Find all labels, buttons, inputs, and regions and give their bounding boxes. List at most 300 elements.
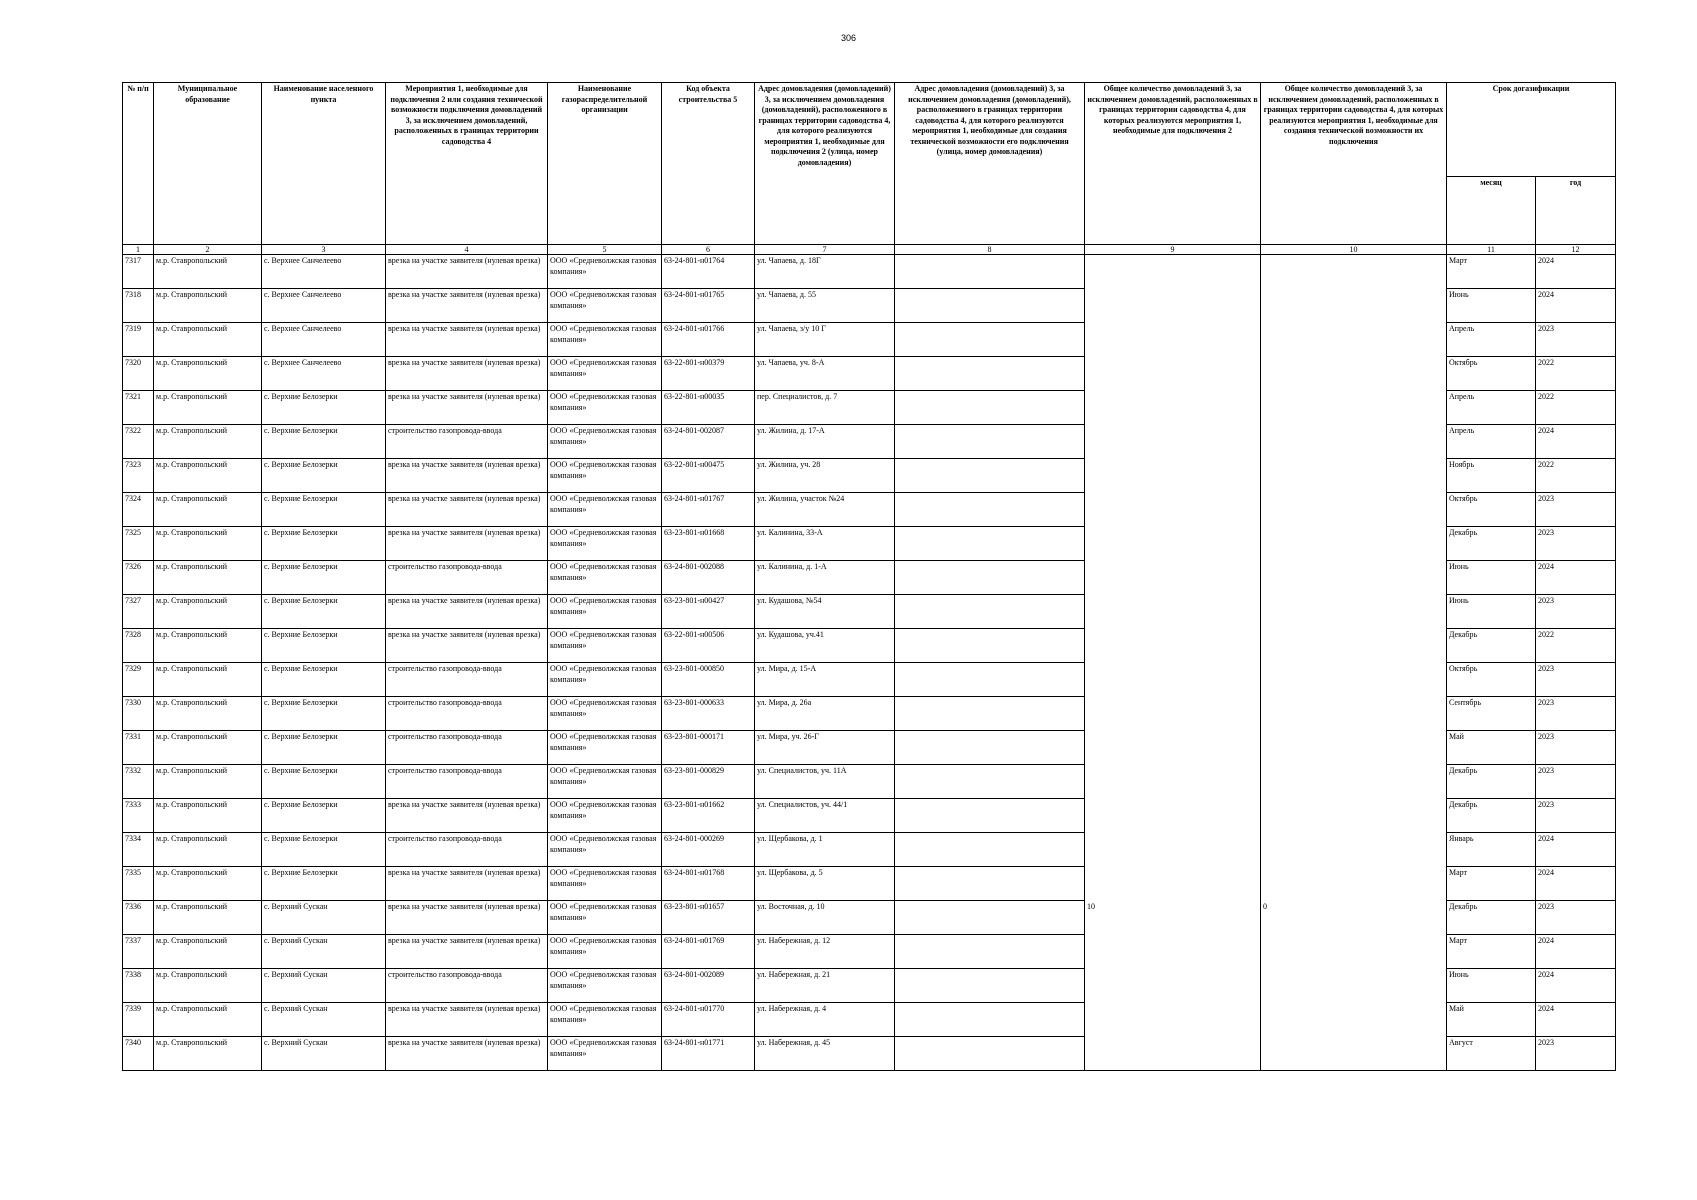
cell-organization: ООО «Средневолжская газовая компания» bbox=[548, 357, 662, 391]
table-row bbox=[123, 1037, 1616, 1071]
cell-event: строительство газопровода-ввода bbox=[386, 765, 548, 799]
cell-address: ул. Кудашова, уч.41 bbox=[755, 629, 895, 663]
cell-settlement: с. Верхние Белозерки bbox=[262, 765, 386, 799]
cell-number: 7318 bbox=[123, 289, 154, 323]
cell-count-technical bbox=[1261, 255, 1447, 289]
table-row bbox=[123, 629, 1616, 663]
cell-settlement: с. Верхние Белозерки bbox=[262, 391, 386, 425]
cell-organization: ООО «Средневолжская газовая компания» bbox=[548, 425, 662, 459]
cell-address-technical bbox=[895, 663, 1085, 697]
cell-event: строительство газопровода-ввода bbox=[386, 697, 548, 731]
cell-address: ул. Щербакова, д. 5 bbox=[755, 867, 895, 901]
cell-municipality: м.р. Ставропольский bbox=[154, 731, 262, 765]
cell-count-technical bbox=[1261, 663, 1447, 697]
cell-municipality: м.р. Ставропольский bbox=[154, 697, 262, 731]
cell-municipality: м.р. Ставропольский bbox=[154, 935, 262, 969]
cell-object-code: 63-24-801-н01770 bbox=[662, 1003, 755, 1037]
cell-month: Декабрь bbox=[1447, 799, 1536, 833]
cell-settlement: с. Верхние Белозерки bbox=[262, 867, 386, 901]
cell-address: ул. Набережная, д. 45 bbox=[755, 1037, 895, 1071]
cell-number: 7337 bbox=[123, 935, 154, 969]
cell-object-code: 63-23-801-000829 bbox=[662, 765, 755, 799]
column-number: 3 bbox=[262, 245, 386, 255]
cell-organization: ООО «Средневолжская газовая компания» bbox=[548, 799, 662, 833]
cell-organization: ООО «Средневолжская газовая компания» bbox=[548, 629, 662, 663]
cell-month: Июнь bbox=[1447, 289, 1536, 323]
cell-address: ул. Специалистов, уч. 11А bbox=[755, 765, 895, 799]
cell-number: 7335 bbox=[123, 867, 154, 901]
cell-municipality: м.р. Ставропольский bbox=[154, 323, 262, 357]
cell-event: строительство газопровода-ввода bbox=[386, 969, 548, 1003]
cell-count-connection bbox=[1085, 799, 1261, 833]
cell-organization: ООО «Средневолжская газовая компания» bbox=[548, 323, 662, 357]
cell-year: 2024 bbox=[1536, 969, 1616, 1003]
table-row bbox=[123, 289, 1616, 323]
cell-municipality: м.р. Ставропольский bbox=[154, 289, 262, 323]
cell-count-technical bbox=[1261, 323, 1447, 357]
header-number: № п/п bbox=[123, 83, 154, 245]
cell-month: Январь bbox=[1447, 833, 1536, 867]
cell-month: Декабрь bbox=[1447, 629, 1536, 663]
cell-month: Апрель bbox=[1447, 323, 1536, 357]
cell-count-technical bbox=[1261, 697, 1447, 731]
cell-count-connection bbox=[1085, 1037, 1261, 1071]
cell-object-code: 63-22-801-н00035 bbox=[662, 391, 755, 425]
cell-object-code: 63-22-801-н00475 bbox=[662, 459, 755, 493]
cell-event: врезка на участке заявителя (нулевая врезка) bbox=[386, 867, 548, 901]
cell-settlement: с. Верхние Белозерки bbox=[262, 663, 386, 697]
cell-count-technical bbox=[1261, 425, 1447, 459]
table-row bbox=[123, 833, 1616, 867]
table-row bbox=[123, 799, 1616, 833]
cell-object-code: 63-24-801-000269 bbox=[662, 833, 755, 867]
cell-number: 7334 bbox=[123, 833, 154, 867]
cell-event: строительство газопровода-ввода bbox=[386, 561, 548, 595]
cell-month: Июнь bbox=[1447, 595, 1536, 629]
table-row bbox=[123, 391, 1616, 425]
cell-month: Октябрь bbox=[1447, 357, 1536, 391]
cell-year: 2024 bbox=[1536, 561, 1616, 595]
cell-month: Декабрь bbox=[1447, 527, 1536, 561]
cell-organization: ООО «Средневолжская газовая компания» bbox=[548, 493, 662, 527]
table-row bbox=[123, 1003, 1616, 1037]
cell-month: Апрель bbox=[1447, 425, 1536, 459]
cell-year: 2023 bbox=[1536, 697, 1616, 731]
cell-municipality: м.р. Ставропольский bbox=[154, 663, 262, 697]
header-year: год bbox=[1536, 177, 1616, 245]
cell-count-connection bbox=[1085, 697, 1261, 731]
header-count-connection: Общее количество домовладений 3, за исключением домовладений, расположенных в границах территории садоводства 4, для которых реализуются мероприятия 1, необходимые для подключения 2 bbox=[1085, 83, 1261, 245]
cell-number: 7326 bbox=[123, 561, 154, 595]
cell-count-technical: 0 bbox=[1261, 901, 1447, 935]
cell-address-technical bbox=[895, 1003, 1085, 1037]
cell-address: ул. Мира, уч. 26-Г bbox=[755, 731, 895, 765]
cell-number: 7336 bbox=[123, 901, 154, 935]
cell-event: врезка на участке заявителя (нулевая врезка) bbox=[386, 323, 548, 357]
table-row bbox=[123, 527, 1616, 561]
cell-address: ул. Чапаева, з/у 10 Г bbox=[755, 323, 895, 357]
cell-object-code: 63-24-801-н01769 bbox=[662, 935, 755, 969]
cell-month: Декабрь bbox=[1447, 765, 1536, 799]
header-settlement: Наименование населенного пункта bbox=[262, 83, 386, 245]
cell-count-technical bbox=[1261, 935, 1447, 969]
cell-object-code: 63-22-801-н00506 bbox=[662, 629, 755, 663]
cell-number: 7327 bbox=[123, 595, 154, 629]
cell-count-technical bbox=[1261, 1003, 1447, 1037]
cell-organization: ООО «Средневолжская газовая компания» bbox=[548, 867, 662, 901]
cell-count-technical bbox=[1261, 969, 1447, 1003]
cell-event: врезка на участке заявителя (нулевая врезка) bbox=[386, 527, 548, 561]
cell-address: ул. Чапаева, д. 55 bbox=[755, 289, 895, 323]
cell-year: 2023 bbox=[1536, 731, 1616, 765]
cell-count-connection bbox=[1085, 561, 1261, 595]
cell-municipality: м.р. Ставропольский bbox=[154, 867, 262, 901]
cell-year: 2022 bbox=[1536, 629, 1616, 663]
cell-settlement: с. Верхний Сускан bbox=[262, 969, 386, 1003]
cell-address-technical bbox=[895, 289, 1085, 323]
cell-address: ул. Мира, д. 15-А bbox=[755, 663, 895, 697]
cell-address-technical bbox=[895, 527, 1085, 561]
cell-settlement: с. Верхние Белозерки bbox=[262, 425, 386, 459]
table-body bbox=[123, 255, 1616, 1071]
cell-count-technical bbox=[1261, 867, 1447, 901]
cell-year: 2024 bbox=[1536, 935, 1616, 969]
cell-object-code: 63-24-801-н01767 bbox=[662, 493, 755, 527]
cell-municipality: м.р. Ставропольский bbox=[154, 765, 262, 799]
cell-event: строительство газопровода-ввода bbox=[386, 731, 548, 765]
column-number: 7 bbox=[755, 245, 895, 255]
cell-organization: ООО «Средневолжская газовая компания» bbox=[548, 255, 662, 289]
column-number: 4 bbox=[386, 245, 548, 255]
cell-settlement: с. Верхнее Санчелеево bbox=[262, 255, 386, 289]
header-organization: Наименование газораспределительной организации bbox=[548, 83, 662, 245]
cell-number: 7324 bbox=[123, 493, 154, 527]
cell-count-technical bbox=[1261, 391, 1447, 425]
cell-address: ул. Восточная, д. 10 bbox=[755, 901, 895, 935]
cell-count-connection bbox=[1085, 289, 1261, 323]
cell-address: ул. Мира, д. 26а bbox=[755, 697, 895, 731]
cell-year: 2023 bbox=[1536, 901, 1616, 935]
table-row bbox=[123, 935, 1616, 969]
cell-organization: ООО «Средневолжская газовая компания» bbox=[548, 765, 662, 799]
column-number-row bbox=[123, 245, 1616, 255]
cell-number: 7329 bbox=[123, 663, 154, 697]
column-number: 2 bbox=[154, 245, 262, 255]
cell-month: Ноябрь bbox=[1447, 459, 1536, 493]
cell-count-technical bbox=[1261, 833, 1447, 867]
cell-address-technical bbox=[895, 595, 1085, 629]
cell-year: 2023 bbox=[1536, 765, 1616, 799]
cell-count-connection bbox=[1085, 357, 1261, 391]
cell-address-technical bbox=[895, 799, 1085, 833]
cell-municipality: м.р. Ставропольский bbox=[154, 799, 262, 833]
cell-municipality: м.р. Ставропольский bbox=[154, 527, 262, 561]
header-events: Мероприятия 1, необходимые для подключения 2 или создания технической возможности подключения домовладений 3, за исключением домовладений, расположенных в границах территории садоводства 4 bbox=[386, 83, 548, 245]
cell-organization: ООО «Средневолжская газовая компания» bbox=[548, 527, 662, 561]
cell-count-technical bbox=[1261, 493, 1447, 527]
cell-organization: ООО «Средневолжская газовая компания» bbox=[548, 935, 662, 969]
cell-object-code: 63-23-801-000633 bbox=[662, 697, 755, 731]
cell-event: врезка на участке заявителя (нулевая врезка) bbox=[386, 1003, 548, 1037]
cell-settlement: с. Верхние Белозерки bbox=[262, 697, 386, 731]
cell-year: 2022 bbox=[1536, 459, 1616, 493]
header-municipality: Муниципальное образование bbox=[154, 83, 262, 245]
cell-count-technical bbox=[1261, 765, 1447, 799]
cell-month: Март bbox=[1447, 867, 1536, 901]
cell-year: 2024 bbox=[1536, 289, 1616, 323]
cell-organization: ООО «Средневолжская газовая компания» bbox=[548, 697, 662, 731]
cell-year: 2024 bbox=[1536, 867, 1616, 901]
cell-object-code: 63-24-801-н01771 bbox=[662, 1037, 755, 1071]
cell-address-technical bbox=[895, 425, 1085, 459]
cell-month: Октябрь bbox=[1447, 493, 1536, 527]
cell-settlement: с. Верхние Белозерки bbox=[262, 799, 386, 833]
cell-address: пер. Специалистов, д. 7 bbox=[755, 391, 895, 425]
cell-address-technical bbox=[895, 391, 1085, 425]
cell-count-technical bbox=[1261, 1037, 1447, 1071]
cell-count-connection bbox=[1085, 663, 1261, 697]
cell-object-code: 63-23-801-н01668 bbox=[662, 527, 755, 561]
cell-municipality: м.р. Ставропольский bbox=[154, 1037, 262, 1071]
cell-address: ул. Чапаева, уч. 8-А bbox=[755, 357, 895, 391]
cell-number: 7319 bbox=[123, 323, 154, 357]
cell-event: врезка на участке заявителя (нулевая врезка) bbox=[386, 935, 548, 969]
header-address-technical: Адрес домовладения (домовладений) 3, за исключением домовладения (домовладений), расположенного в границах территории садоводства 4, для которого реализуются мероприятия 1, необходимые для создания технической возможности его подключения (улица, номер домовладения) bbox=[895, 83, 1085, 245]
cell-number: 7331 bbox=[123, 731, 154, 765]
cell-settlement: с. Верхнее Санчелеево bbox=[262, 357, 386, 391]
cell-address-technical bbox=[895, 867, 1085, 901]
cell-count-connection: 10 bbox=[1085, 901, 1261, 935]
cell-address: ул. Калинина, д. 1-А bbox=[755, 561, 895, 595]
cell-month: Июнь bbox=[1447, 969, 1536, 1003]
cell-number: 7321 bbox=[123, 391, 154, 425]
cell-address-technical bbox=[895, 459, 1085, 493]
header-count-technical: Общее количество домовладений 3, за исключением домовладений, расположенных в границах территории садоводства 4, для которых реализуются мероприятия 1, необходимые для создания технической возможности их подключения bbox=[1261, 83, 1447, 245]
cell-address: ул. Набережная, д. 21 bbox=[755, 969, 895, 1003]
cell-municipality: м.р. Ставропольский bbox=[154, 391, 262, 425]
cell-number: 7328 bbox=[123, 629, 154, 663]
cell-year: 2024 bbox=[1536, 255, 1616, 289]
column-number: 12 bbox=[1536, 245, 1616, 255]
cell-count-technical bbox=[1261, 357, 1447, 391]
cell-address-technical bbox=[895, 969, 1085, 1003]
cell-municipality: м.р. Ставропольский bbox=[154, 1003, 262, 1037]
cell-municipality: м.р. Ставропольский bbox=[154, 357, 262, 391]
cell-address: ул. Специалистов, уч. 44/1 bbox=[755, 799, 895, 833]
column-number: 9 bbox=[1085, 245, 1261, 255]
cell-count-connection bbox=[1085, 1003, 1261, 1037]
cell-number: 7320 bbox=[123, 357, 154, 391]
cell-count-technical bbox=[1261, 629, 1447, 663]
cell-object-code: 63-24-801-н01768 bbox=[662, 867, 755, 901]
gasification-table bbox=[122, 82, 1616, 1071]
cell-count-connection bbox=[1085, 323, 1261, 357]
cell-municipality: м.р. Ставропольский bbox=[154, 459, 262, 493]
cell-number: 7339 bbox=[123, 1003, 154, 1037]
cell-year: 2023 bbox=[1536, 1037, 1616, 1071]
cell-year: 2023 bbox=[1536, 799, 1616, 833]
cell-organization: ООО «Средневолжская газовая компания» bbox=[548, 1037, 662, 1071]
cell-organization: ООО «Средневолжская газовая компания» bbox=[548, 595, 662, 629]
cell-address: ул. Набережная, д. 12 bbox=[755, 935, 895, 969]
cell-settlement: с. Верхние Белозерки bbox=[262, 731, 386, 765]
cell-year: 2023 bbox=[1536, 663, 1616, 697]
table-row bbox=[123, 663, 1616, 697]
cell-number: 7338 bbox=[123, 969, 154, 1003]
cell-year: 2022 bbox=[1536, 357, 1616, 391]
cell-address: ул. Жилина, участок №24 bbox=[755, 493, 895, 527]
cell-settlement: с. Верхнее Санчелеево bbox=[262, 289, 386, 323]
cell-month: Апрель bbox=[1447, 391, 1536, 425]
cell-event: строительство газопровода-ввода bbox=[386, 663, 548, 697]
cell-count-technical bbox=[1261, 799, 1447, 833]
cell-object-code: 63-23-801-н01662 bbox=[662, 799, 755, 833]
cell-address-technical bbox=[895, 765, 1085, 799]
table-row bbox=[123, 459, 1616, 493]
cell-number: 7317 bbox=[123, 255, 154, 289]
cell-address-technical bbox=[895, 697, 1085, 731]
cell-address-technical bbox=[895, 1037, 1085, 1071]
cell-address: ул. Набережная, д. 4 bbox=[755, 1003, 895, 1037]
cell-address: ул. Жилина, уч. 28 bbox=[755, 459, 895, 493]
cell-municipality: м.р. Ставропольский bbox=[154, 561, 262, 595]
cell-object-code: 63-24-801-002087 bbox=[662, 425, 755, 459]
cell-object-code: 63-23-801-000171 bbox=[662, 731, 755, 765]
header-month: месяц bbox=[1447, 177, 1536, 245]
cell-event: строительство газопровода-ввода bbox=[386, 833, 548, 867]
cell-event: врезка на участке заявителя (нулевая врезка) bbox=[386, 799, 548, 833]
table-row bbox=[123, 255, 1616, 289]
cell-event: врезка на участке заявителя (нулевая врезка) bbox=[386, 391, 548, 425]
cell-number: 7332 bbox=[123, 765, 154, 799]
cell-count-technical bbox=[1261, 595, 1447, 629]
cell-object-code: 63-24-801-н01765 bbox=[662, 289, 755, 323]
cell-municipality: м.р. Ставропольский bbox=[154, 629, 262, 663]
cell-address: ул. Калинина, 33-А bbox=[755, 527, 895, 561]
table-row bbox=[123, 731, 1616, 765]
table-row bbox=[123, 323, 1616, 357]
cell-settlement: с. Верхний Сускан bbox=[262, 1037, 386, 1071]
cell-event: строительство газопровода-ввода bbox=[386, 425, 548, 459]
cell-settlement: с. Верхнее Санчелеево bbox=[262, 323, 386, 357]
cell-event: врезка на участке заявителя (нулевая врезка) bbox=[386, 901, 548, 935]
cell-count-connection bbox=[1085, 255, 1261, 289]
cell-event: врезка на участке заявителя (нулевая врезка) bbox=[386, 595, 548, 629]
cell-address-technical bbox=[895, 901, 1085, 935]
cell-settlement: с. Верхний Сускан bbox=[262, 935, 386, 969]
cell-count-connection bbox=[1085, 425, 1261, 459]
cell-settlement: с. Верхние Белозерки bbox=[262, 629, 386, 663]
column-number: 10 bbox=[1261, 245, 1447, 255]
cell-address-technical bbox=[895, 323, 1085, 357]
column-number: 11 bbox=[1447, 245, 1536, 255]
cell-organization: ООО «Средневолжская газовая компания» bbox=[548, 459, 662, 493]
cell-month: Май bbox=[1447, 1003, 1536, 1037]
cell-object-code: 63-24-801-002089 bbox=[662, 969, 755, 1003]
cell-count-technical bbox=[1261, 289, 1447, 323]
cell-municipality: м.р. Ставропольский bbox=[154, 595, 262, 629]
cell-event: врезка на участке заявителя (нулевая врезка) bbox=[386, 255, 548, 289]
cell-object-code: 63-23-801-н00427 bbox=[662, 595, 755, 629]
table-row bbox=[123, 595, 1616, 629]
cell-month: Октябрь bbox=[1447, 663, 1536, 697]
cell-event: врезка на участке заявителя (нулевая врезка) bbox=[386, 493, 548, 527]
table-row bbox=[123, 357, 1616, 391]
cell-year: 2023 bbox=[1536, 493, 1616, 527]
cell-month: Декабрь bbox=[1447, 901, 1536, 935]
table-row bbox=[123, 561, 1616, 595]
cell-organization: ООО «Средневолжская газовая компания» bbox=[548, 833, 662, 867]
cell-year: 2023 bbox=[1536, 527, 1616, 561]
cell-object-code: 63-24-801-н01766 bbox=[662, 323, 755, 357]
cell-settlement: с. Верхние Белозерки bbox=[262, 833, 386, 867]
column-number: 5 bbox=[548, 245, 662, 255]
cell-address-technical bbox=[895, 493, 1085, 527]
page-number: 306 bbox=[840, 33, 857, 43]
table-row bbox=[123, 697, 1616, 731]
cell-month: Март bbox=[1447, 255, 1536, 289]
table-header bbox=[123, 83, 1616, 255]
cell-address-technical bbox=[895, 833, 1085, 867]
cell-month: Сентябрь bbox=[1447, 697, 1536, 731]
cell-address-technical bbox=[895, 561, 1085, 595]
cell-address-technical bbox=[895, 255, 1085, 289]
cell-address-technical bbox=[895, 357, 1085, 391]
cell-municipality: м.р. Ставропольский bbox=[154, 493, 262, 527]
cell-settlement: с. Верхние Белозерки bbox=[262, 527, 386, 561]
cell-count-connection bbox=[1085, 969, 1261, 1003]
cell-organization: ООО «Средневолжская газовая компания» bbox=[548, 561, 662, 595]
cell-organization: ООО «Средневолжская газовая компания» bbox=[548, 1003, 662, 1037]
cell-count-connection bbox=[1085, 595, 1261, 629]
column-number: 1 bbox=[123, 245, 154, 255]
cell-count-connection bbox=[1085, 459, 1261, 493]
cell-month: Май bbox=[1447, 731, 1536, 765]
header-deadline: Срок догазификации bbox=[1447, 83, 1616, 177]
cell-municipality: м.р. Ставропольский bbox=[154, 969, 262, 1003]
cell-count-technical bbox=[1261, 561, 1447, 595]
cell-year: 2024 bbox=[1536, 1003, 1616, 1037]
cell-count-connection bbox=[1085, 527, 1261, 561]
cell-organization: ООО «Средневолжская газовая компания» bbox=[548, 969, 662, 1003]
cell-municipality: м.р. Ставропольский bbox=[154, 425, 262, 459]
cell-object-code: 63-24-801-н01764 bbox=[662, 255, 755, 289]
cell-organization: ООО «Средневолжская газовая компания» bbox=[548, 901, 662, 935]
cell-count-connection bbox=[1085, 731, 1261, 765]
header-address-connection: Адрес домовладения (домовладений) 3, за исключением домовладения (домовладений), расположенного в границах территории садоводства 4, для которого реализуются мероприятия 1, необходимые для подключения 2 (улица, номер домовладения) bbox=[755, 83, 895, 245]
cell-count-connection bbox=[1085, 935, 1261, 969]
table-row bbox=[123, 765, 1616, 799]
cell-event: врезка на участке заявителя (нулевая врезка) bbox=[386, 459, 548, 493]
cell-year: 2023 bbox=[1536, 595, 1616, 629]
cell-month: Июнь bbox=[1447, 561, 1536, 595]
cell-count-connection bbox=[1085, 629, 1261, 663]
cell-municipality: м.р. Ставропольский bbox=[154, 255, 262, 289]
cell-count-connection bbox=[1085, 833, 1261, 867]
cell-month: Август bbox=[1447, 1037, 1536, 1071]
cell-settlement: с. Верхний Сускан bbox=[262, 1003, 386, 1037]
cell-object-code: 63-24-801-002088 bbox=[662, 561, 755, 595]
cell-year: 2024 bbox=[1536, 833, 1616, 867]
column-number: 8 bbox=[895, 245, 1085, 255]
cell-municipality: м.р. Ставропольский bbox=[154, 833, 262, 867]
cell-organization: ООО «Средневолжская газовая компания» bbox=[548, 663, 662, 697]
cell-number: 7323 bbox=[123, 459, 154, 493]
table-row bbox=[123, 493, 1616, 527]
cell-count-connection bbox=[1085, 765, 1261, 799]
table-row bbox=[123, 867, 1616, 901]
cell-municipality: м.р. Ставропольский bbox=[154, 901, 262, 935]
